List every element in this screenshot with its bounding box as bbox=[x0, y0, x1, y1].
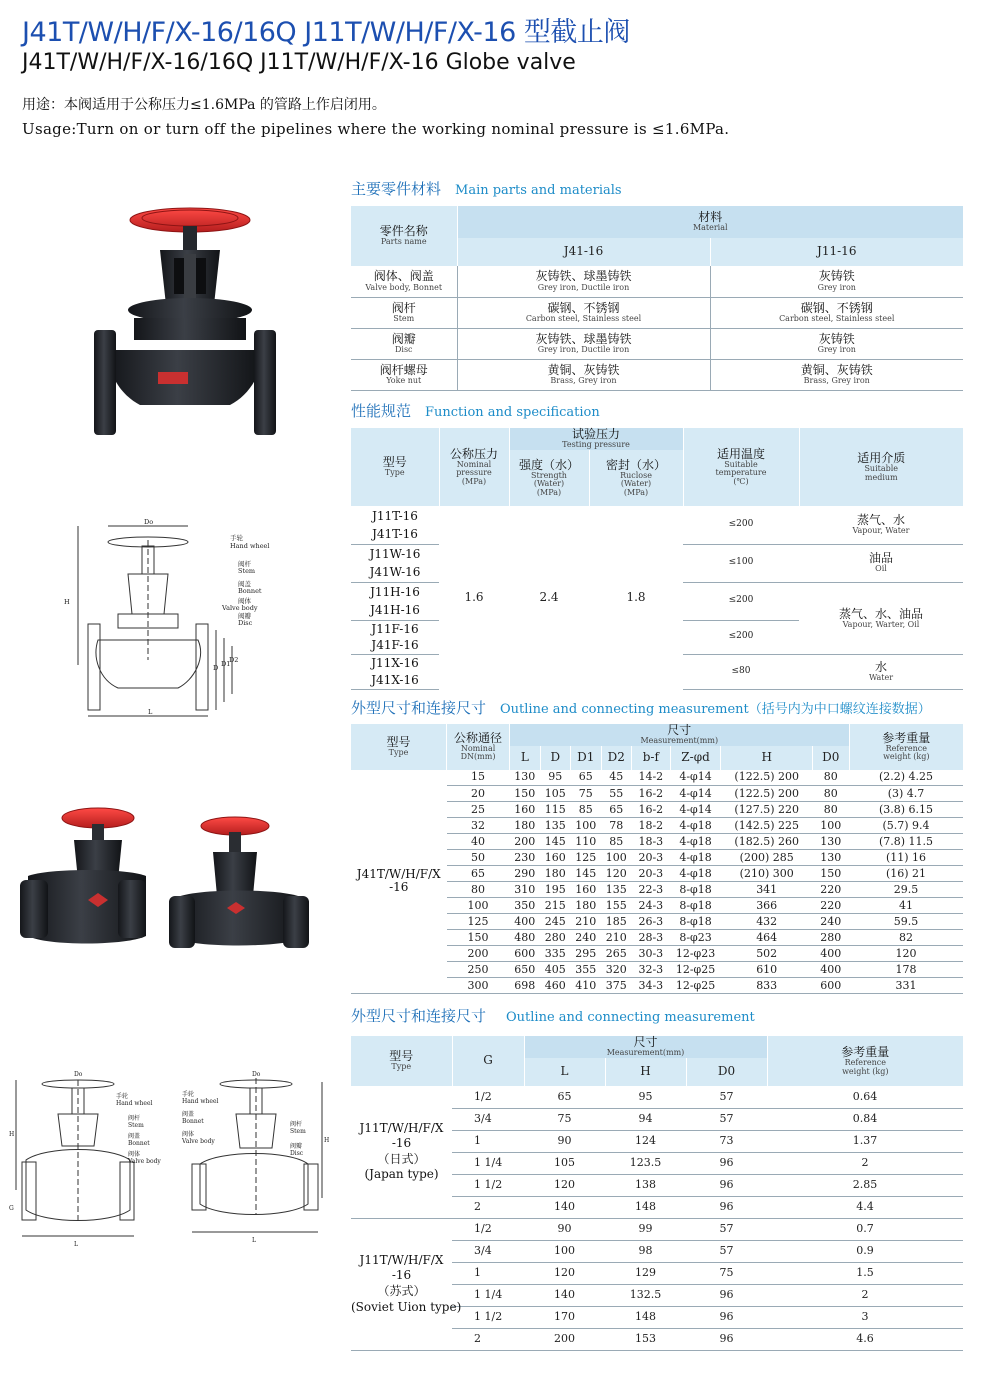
table-cell: 22-3 bbox=[632, 882, 671, 898]
spec-table: 型号 Type 公称压力 Nominal pressure (MPa) 试验压力 Testing pressure 适用温度 Suitable temperature (℃) 适用介质 Suitable medium 强度（水） Strength (Water) (MPa) 密封（水） Ruclose (Water) (MPa) J11T-16 J41T-16 1.6 2.4 1.8 ≤200 蒸气、水 Vapour, Water J11W-16 J41W-16 ≤100 油品 Oil J11H-16 J41H-16 ≤200 蒸气、水、油品 Vapour, Warter, Oil J11F-16 J41F-16 ≤200 J11X-16 J41X-16 ≤80 水 Water bbox=[351, 428, 963, 690]
drawing-label: 阀盖 bbox=[182, 1111, 195, 1118]
parts-col-j11: J11-16 bbox=[710, 238, 963, 266]
drawing-label: 阀杆 bbox=[128, 1115, 141, 1122]
drawing-dim: D2 bbox=[229, 656, 239, 664]
table-cell: 1 1/4 bbox=[452, 1152, 524, 1174]
table-cell: 135 bbox=[540, 818, 570, 834]
drawing-label: 阀杆 bbox=[290, 1121, 303, 1128]
table-cell: 290 bbox=[510, 866, 540, 882]
drawing-label: Disc bbox=[290, 1150, 304, 1157]
table-cell: 210 bbox=[571, 914, 601, 930]
table-cell: 1 1/4 bbox=[452, 1284, 524, 1306]
table-row: 阀杆螺母 Yoke nut 黄铜、灰铸铁 Brass, Grey iron 黄铜、灰铸铁 Brass, Grey iron bbox=[351, 359, 963, 390]
table-cell: 4-φ18 bbox=[670, 850, 721, 866]
table-row: 阀杆 Stem 碳钢、不锈钢 Carbon steel, Stainless steel 碳钢、不锈钢 Carbon steel, Stainless steel bbox=[351, 297, 963, 328]
table-cell: 123.5 bbox=[605, 1152, 686, 1174]
table-cell: 30-3 bbox=[632, 946, 671, 962]
table-cell: 8-φ18 bbox=[670, 882, 721, 898]
table-cell: 26-3 bbox=[632, 914, 671, 930]
table-cell: 331 bbox=[849, 978, 963, 994]
drawing-dim: H bbox=[324, 1137, 330, 1144]
table-row bbox=[351, 1086, 963, 1108]
table-cell: 240 bbox=[571, 930, 601, 946]
table-cell: 80 bbox=[812, 786, 849, 802]
table-cell: 78 bbox=[601, 818, 631, 834]
table-cell: 200 bbox=[510, 834, 540, 850]
table-cell: 350 bbox=[510, 898, 540, 914]
table-cell: 0.84 bbox=[767, 1108, 963, 1130]
drawing-label: Bonnet bbox=[182, 1118, 204, 1125]
drawing-label: Hand wheel bbox=[116, 1100, 153, 1107]
table-cell: 1 1/2 bbox=[452, 1306, 524, 1328]
drawing-label: Stem bbox=[290, 1128, 306, 1135]
table-cell: 1 1/2 bbox=[452, 1174, 524, 1196]
table-cell: 460 bbox=[540, 978, 570, 994]
outline1-type-cell: J41T/W/H/F/X -16 bbox=[351, 770, 447, 994]
table-cell: 85 bbox=[571, 802, 601, 818]
table-cell: 75 bbox=[686, 1262, 767, 1284]
table-cell: 148 bbox=[605, 1306, 686, 1328]
drawing-dim: D bbox=[213, 664, 219, 672]
table-cell: 4-φ14 bbox=[670, 770, 721, 786]
table-cell: (3.8) 6.15 bbox=[849, 802, 963, 818]
table-cell: 130 bbox=[510, 770, 540, 786]
drawing-label: 手轮 bbox=[116, 1093, 129, 1100]
drawing-dim: L bbox=[148, 708, 153, 716]
drawing-label: 阀瓣 bbox=[290, 1143, 303, 1150]
table-cell: 140 bbox=[524, 1196, 605, 1218]
table-cell: 610 bbox=[721, 962, 812, 978]
table-cell: (11) 16 bbox=[849, 850, 963, 866]
table-cell: 18-3 bbox=[632, 834, 671, 850]
table-cell: 180 bbox=[540, 866, 570, 882]
table-cell: 320 bbox=[601, 962, 631, 978]
table-cell: 410 bbox=[571, 978, 601, 994]
outline2-table: 型号 Type G 尺寸 Measurement(mm) 参考重量 Reference weight (kg) L H D0 J11T/W/H/F/X -16 （日式） (Japan type) 1/2 65 95 57 0.64 3/4 75 94 57 0.84 1 90 124 73 1.37 1 1/4 105 123.5 96 2 1 1/2 120 138 96 2.85 2 140 148 96 4.4 J11T/W/H/F/X -16 （苏式） (Soviet Uion type) 1/2 90 99 57 0.7 3/4 100 98 57 0.9 1 120 129 75 1.5 1 1/4 140 132.5 96 2 1 1/2 170 148 96 3 2 200 153 96 4.6 bbox=[351, 1036, 963, 1351]
table-cell: 15 bbox=[447, 770, 510, 786]
drawing-dim: G bbox=[9, 1205, 14, 1212]
table-cell: (5.7) 9.4 bbox=[849, 818, 963, 834]
table-cell: 230 bbox=[510, 850, 540, 866]
table-cell: (200) 285 bbox=[721, 850, 812, 866]
table-cell: 1/2 bbox=[452, 1086, 524, 1108]
table-cell: 25 bbox=[447, 802, 510, 818]
table-cell: 400 bbox=[510, 914, 540, 930]
table-cell: 55 bbox=[601, 786, 631, 802]
table-cell: (210) 300 bbox=[721, 866, 812, 882]
table-cell: 3/4 bbox=[452, 1240, 524, 1262]
drawing-label: Hand wheel bbox=[182, 1098, 219, 1105]
table-cell: 150 bbox=[447, 930, 510, 946]
outline1-table: 型号 Type 公称通径 Nominal DN(mm) 尺寸 Measurement(mm) 参考重量 Reference weight (kg) L D D1 D2 b-f Z-φd H D0 J41T/W/H/F/X -16 15 130 95 65 45 14-2 4-φ14 (122.5) 200 80 (2.2) 4.25 20 150 105 75 55 16-2 4-φ14 (122.5) 200 80 (3) 4.7 25 160 115 85 65 16-2 4-φ14 (127.5) 220 80 (3.8) 6.15 32 180 135 100 78 18-2 4-φ18 (142.5) 225 100 (5.7) 9.4 40 200 145 110 85 18-3 4-φ18 (182.5) 260 130 (7.8) 11.5 50 230 160 125 100 20-3 4-φ18 (200) 285 130 (11) 16 65 290 180 145 120 20-3 4-φ18 (210) 300 150 (16) 21 80 310 195 160 135 22-3 8-φ18 341 220 29.5 100 350 215 180 155 24-3 8-φ18 366 220 41 125 400 245 210 185 26-3 8-φ18 432 240 59.5 150 480 280 240 210 28-3 8-φ23 464 280 82 200 600 335 295 265 30-3 12-φ23 502 400 120 250 650 405 355 320 32-3 12-φ25 610 400 178 300 698 460 410 375 34-3 12-φ25 833 600 331 bbox=[351, 724, 963, 994]
table-cell: 464 bbox=[721, 930, 812, 946]
table-cell: 20 bbox=[447, 786, 510, 802]
table-cell: 20-3 bbox=[632, 866, 671, 882]
table-cell: 57 bbox=[686, 1218, 767, 1240]
threaded-valve-drawing-japan bbox=[8, 1070, 168, 1250]
table-cell: 153 bbox=[605, 1328, 686, 1350]
table-cell: 4-φ14 bbox=[670, 786, 721, 802]
drawing-dim: Do bbox=[74, 1071, 83, 1078]
table-cell: (127.5) 220 bbox=[721, 802, 812, 818]
table-cell: 4.6 bbox=[767, 1328, 963, 1350]
table-cell: 29.5 bbox=[849, 882, 963, 898]
table-cell: 12-φ25 bbox=[670, 962, 721, 978]
table-cell: (122.5) 200 bbox=[721, 770, 812, 786]
table-cell: 28-3 bbox=[632, 930, 671, 946]
outline2-type-cell: J11T/W/H/F/X -16 （日式） (Japan type) bbox=[351, 1086, 452, 1218]
table-cell: 405 bbox=[540, 962, 570, 978]
table-cell: 240 bbox=[812, 914, 849, 930]
parts-col-name: 零件名称 Parts name bbox=[351, 206, 457, 266]
table-cell: (7.8) 11.5 bbox=[849, 834, 963, 850]
table-cell: 80 bbox=[447, 882, 510, 898]
table-cell: 57 bbox=[686, 1086, 767, 1108]
table-cell: 96 bbox=[686, 1306, 767, 1328]
table-cell: 125 bbox=[571, 850, 601, 866]
table-cell: 480 bbox=[510, 930, 540, 946]
table-cell: 41 bbox=[849, 898, 963, 914]
table-cell: 1 bbox=[452, 1130, 524, 1152]
threaded-valve-photo-japan bbox=[18, 800, 148, 945]
table-cell: 355 bbox=[571, 962, 601, 978]
table-cell: 4-φ18 bbox=[670, 818, 721, 834]
table-cell: 400 bbox=[812, 946, 849, 962]
table-cell: 600 bbox=[812, 978, 849, 994]
table-cell: 100 bbox=[812, 818, 849, 834]
table-cell: 65 bbox=[447, 866, 510, 882]
table-cell: 155 bbox=[601, 898, 631, 914]
table-cell: 4-φ18 bbox=[670, 866, 721, 882]
table-cell: 124 bbox=[605, 1130, 686, 1152]
table-cell: 250 bbox=[447, 962, 510, 978]
table-cell: 0.64 bbox=[767, 1086, 963, 1108]
table-cell: 34-3 bbox=[632, 978, 671, 994]
table-cell: 300 bbox=[447, 978, 510, 994]
drawing-label: Disc bbox=[238, 619, 253, 627]
table-cell: 129 bbox=[605, 1262, 686, 1284]
table-cell: 4.4 bbox=[767, 1196, 963, 1218]
table-cell: (2.2) 4.25 bbox=[849, 770, 963, 786]
drawing-label: Valve body bbox=[222, 604, 258, 612]
parts-table bbox=[351, 206, 963, 391]
table-cell: 115 bbox=[540, 802, 570, 818]
page-title-cn: J41T/W/H/F/X-16/16Q J11T/W/H/F/X-16 型截止阀 bbox=[22, 17, 630, 48]
table-cell: 32 bbox=[447, 818, 510, 834]
table-cell: 195 bbox=[540, 882, 570, 898]
drawing-label: 阀盖 bbox=[238, 580, 251, 588]
table-cell: 160 bbox=[510, 802, 540, 818]
table-cell: 0.9 bbox=[767, 1240, 963, 1262]
table-cell: (142.5) 225 bbox=[721, 818, 812, 834]
table-row bbox=[351, 1218, 963, 1240]
drawing-label: 阀盖 bbox=[128, 1133, 141, 1140]
table-cell: 120 bbox=[524, 1262, 605, 1284]
table-cell: 180 bbox=[571, 898, 601, 914]
table-cell: 150 bbox=[812, 866, 849, 882]
flanged-valve-drawing bbox=[58, 520, 288, 720]
table-cell: 105 bbox=[524, 1152, 605, 1174]
table-cell: 245 bbox=[540, 914, 570, 930]
table-cell: 80 bbox=[812, 770, 849, 786]
drawing-label: 阀瓣 bbox=[238, 612, 251, 620]
table-cell: 135 bbox=[601, 882, 631, 898]
table-cell: 50 bbox=[447, 850, 510, 866]
table-cell: 375 bbox=[601, 978, 631, 994]
drawing-dim: D1 bbox=[221, 660, 231, 668]
table-cell: (182.5) 260 bbox=[721, 834, 812, 850]
table-cell: 170 bbox=[524, 1306, 605, 1328]
table-cell: 4-φ18 bbox=[670, 834, 721, 850]
drawing-label: Valve body bbox=[182, 1138, 215, 1145]
table-cell: 12-φ23 bbox=[670, 946, 721, 962]
table-cell: 120 bbox=[849, 946, 963, 962]
table-cell: (122.5) 200 bbox=[721, 786, 812, 802]
table-cell: 99 bbox=[605, 1218, 686, 1240]
table-cell: 1.37 bbox=[767, 1130, 963, 1152]
table-cell: 90 bbox=[524, 1218, 605, 1240]
table-cell: 8-φ18 bbox=[670, 898, 721, 914]
usage-cn: 用途：本阀适用于公称压力≤1.6MPa 的管路上作启闭用。 bbox=[22, 97, 386, 113]
table-cell: 140 bbox=[524, 1284, 605, 1306]
parts-col-material: 材料 Material bbox=[457, 206, 963, 238]
table-row: J11T-16 J41T-16 1.6 2.4 1.8 ≤200 蒸气、水 Vapour, Water bbox=[351, 506, 963, 544]
table-cell: 40 bbox=[447, 834, 510, 850]
table-cell: 432 bbox=[721, 914, 812, 930]
table-cell: 502 bbox=[721, 946, 812, 962]
table-cell: 96 bbox=[686, 1284, 767, 1306]
table-cell: 96 bbox=[686, 1152, 767, 1174]
table-row: J11X-16 J41X-16 ≤80 水 Water bbox=[351, 655, 963, 690]
table-cell: 32-3 bbox=[632, 962, 671, 978]
table-cell: 65 bbox=[571, 770, 601, 786]
table-cell: 400 bbox=[812, 962, 849, 978]
parts-heading: 主要零件材料 Main parts and materials bbox=[351, 180, 622, 198]
table-cell: 73 bbox=[686, 1130, 767, 1152]
table-cell: 132.5 bbox=[605, 1284, 686, 1306]
table-cell: 341 bbox=[721, 882, 812, 898]
table-cell: 1 bbox=[452, 1262, 524, 1284]
table-cell: 90 bbox=[524, 1130, 605, 1152]
table-cell: 2 bbox=[452, 1328, 524, 1350]
table-cell: 215 bbox=[540, 898, 570, 914]
table-cell: 185 bbox=[601, 914, 631, 930]
table-cell: 366 bbox=[721, 898, 812, 914]
drawing-label: 阀体 bbox=[182, 1131, 195, 1138]
table-cell: 280 bbox=[540, 930, 570, 946]
table-cell: 82 bbox=[849, 930, 963, 946]
table-cell: 12-φ25 bbox=[670, 978, 721, 994]
drawing-label: Bonnet bbox=[128, 1140, 150, 1147]
table-row: 阀体、阀盖 Valve body, Bonnet 灰铸铁、球墨铸铁 Grey iron, Ductile iron 灰铸铁 Grey iron bbox=[351, 266, 963, 297]
table-cell: 130 bbox=[812, 850, 849, 866]
table-cell: 200 bbox=[447, 946, 510, 962]
table-cell: 57 bbox=[686, 1108, 767, 1130]
table-cell: 148 bbox=[605, 1196, 686, 1218]
table-cell: 138 bbox=[605, 1174, 686, 1196]
table-cell: 833 bbox=[721, 978, 812, 994]
table-cell: 1.5 bbox=[767, 1262, 963, 1284]
outline2-heading: 外型尺寸和连接尺寸 Outline and connecting measurement bbox=[351, 1007, 755, 1025]
table-cell: 85 bbox=[601, 834, 631, 850]
drawing-dim: Do bbox=[252, 1071, 261, 1078]
drawing-label: 手轮 bbox=[182, 1091, 195, 1098]
drawing-label: 阀体 bbox=[128, 1151, 141, 1158]
table-cell: 100 bbox=[524, 1240, 605, 1262]
table-cell: 0.7 bbox=[767, 1218, 963, 1240]
table-cell: 200 bbox=[524, 1328, 605, 1350]
table-cell: 145 bbox=[540, 834, 570, 850]
table-cell: 2.85 bbox=[767, 1174, 963, 1196]
table-cell: (16) 21 bbox=[849, 866, 963, 882]
table-cell: 100 bbox=[571, 818, 601, 834]
drawing-dim: Do bbox=[144, 518, 154, 526]
drawing-dim: H bbox=[64, 598, 70, 606]
table-cell: 65 bbox=[524, 1086, 605, 1108]
drawing-label: 阀体 bbox=[238, 597, 251, 605]
table-cell: 310 bbox=[510, 882, 540, 898]
table-row: 阀瓣 Disc 灰铸铁、球墨铸铁 Grey iron, Ductile iron 灰铸铁 Grey iron bbox=[351, 328, 963, 359]
drawing-label: Hand wheel bbox=[230, 542, 270, 550]
table-cell: 98 bbox=[605, 1240, 686, 1262]
table-cell: 125 bbox=[447, 914, 510, 930]
table-cell: 100 bbox=[601, 850, 631, 866]
table-cell: 220 bbox=[812, 898, 849, 914]
spec-heading: 性能规范 Function and specification bbox=[351, 402, 600, 420]
drawing-label: Valve body bbox=[128, 1158, 161, 1165]
table-cell: 20-3 bbox=[632, 850, 671, 866]
table-cell: 18-2 bbox=[632, 818, 671, 834]
table-row: J11F-16 J41F-16 ≤200 bbox=[351, 620, 963, 655]
table-cell: 3/4 bbox=[452, 1108, 524, 1130]
table-cell: 45 bbox=[601, 770, 631, 786]
table-cell: 600 bbox=[510, 946, 540, 962]
table-cell: 95 bbox=[540, 770, 570, 786]
table-cell: 160 bbox=[540, 850, 570, 866]
table-cell: 160 bbox=[571, 882, 601, 898]
table-cell: 24-3 bbox=[632, 898, 671, 914]
table-cell: 120 bbox=[524, 1174, 605, 1196]
table-cell: 698 bbox=[510, 978, 540, 994]
table-cell: 2 bbox=[452, 1196, 524, 1218]
drawing-label: Stem bbox=[238, 567, 256, 575]
table-cell: 295 bbox=[571, 946, 601, 962]
threaded-valve-photo-soviet bbox=[165, 812, 315, 952]
table-cell: 16-2 bbox=[632, 802, 671, 818]
table-cell: 150 bbox=[510, 786, 540, 802]
table-cell: 178 bbox=[849, 962, 963, 978]
table-cell: 2 bbox=[767, 1284, 963, 1306]
table-row bbox=[351, 770, 963, 786]
usage-en: Usage:Turn on or turn off the pipelines where the working nominal pressure is ≤1.6MPa. bbox=[22, 120, 730, 138]
table-cell: 94 bbox=[605, 1108, 686, 1130]
table-cell: 145 bbox=[571, 866, 601, 882]
table-cell: (3) 4.7 bbox=[849, 786, 963, 802]
table-cell: 96 bbox=[686, 1328, 767, 1350]
table-cell: 220 bbox=[812, 882, 849, 898]
table-cell: 100 bbox=[447, 898, 510, 914]
table-cell: 75 bbox=[524, 1108, 605, 1130]
table-cell: 80 bbox=[812, 802, 849, 818]
table-cell: 65 bbox=[601, 802, 631, 818]
table-cell: 110 bbox=[571, 834, 601, 850]
table-cell: 105 bbox=[540, 786, 570, 802]
table-cell: 120 bbox=[601, 866, 631, 882]
table-cell: 59.5 bbox=[849, 914, 963, 930]
table-cell: 96 bbox=[686, 1196, 767, 1218]
table-cell: 95 bbox=[605, 1086, 686, 1108]
outline1-heading: 外型尺寸和连接尺寸 Outline and connecting measurement（括号内为中口螺纹连接数据） bbox=[351, 699, 931, 717]
table-cell: 14-2 bbox=[632, 770, 671, 786]
parts-col-j41: J41-16 bbox=[457, 238, 710, 266]
page-title-en: J41T/W/H/F/X-16/16Q J11T/W/H/F/X-16 Globe valve bbox=[22, 50, 576, 75]
drawing-label: Bonnet bbox=[238, 587, 262, 595]
table-cell: 1/2 bbox=[452, 1218, 524, 1240]
table-cell: 335 bbox=[540, 946, 570, 962]
table-row: J11H-16 J41H-16 ≤200 蒸气、水、油品 Vapour, Warter, Oil bbox=[351, 582, 963, 620]
table-cell: 180 bbox=[510, 818, 540, 834]
drawing-label: 手轮 bbox=[230, 534, 243, 542]
table-cell: 3 bbox=[767, 1306, 963, 1328]
table-cell: 16-2 bbox=[632, 786, 671, 802]
drawing-label: Stem bbox=[128, 1122, 144, 1129]
table-cell: 280 bbox=[812, 930, 849, 946]
table-row: J11W-16 J41W-16 ≤100 油品 Oil bbox=[351, 544, 963, 582]
drawing-dim: H bbox=[9, 1131, 15, 1138]
drawing-label: 阀杆 bbox=[238, 560, 251, 568]
table-cell: 8-φ23 bbox=[670, 930, 721, 946]
flanged-valve-photo bbox=[90, 200, 280, 445]
threaded-valve-drawing-soviet bbox=[178, 1068, 328, 1248]
table-cell: 57 bbox=[686, 1240, 767, 1262]
outline2-type-cell: J11T/W/H/F/X -16 （苏式） (Soviet Uion type) bbox=[351, 1218, 452, 1350]
table-cell: 650 bbox=[510, 962, 540, 978]
table-cell: 8-φ18 bbox=[670, 914, 721, 930]
table-cell: 265 bbox=[601, 946, 631, 962]
table-cell: 96 bbox=[686, 1174, 767, 1196]
table-cell: 130 bbox=[812, 834, 849, 850]
drawing-dim: L bbox=[252, 1237, 256, 1244]
table-cell: 2 bbox=[767, 1152, 963, 1174]
table-cell: 4-φ14 bbox=[670, 802, 721, 818]
table-cell: 75 bbox=[571, 786, 601, 802]
drawing-dim: L bbox=[74, 1241, 78, 1248]
table-cell: 210 bbox=[601, 930, 631, 946]
